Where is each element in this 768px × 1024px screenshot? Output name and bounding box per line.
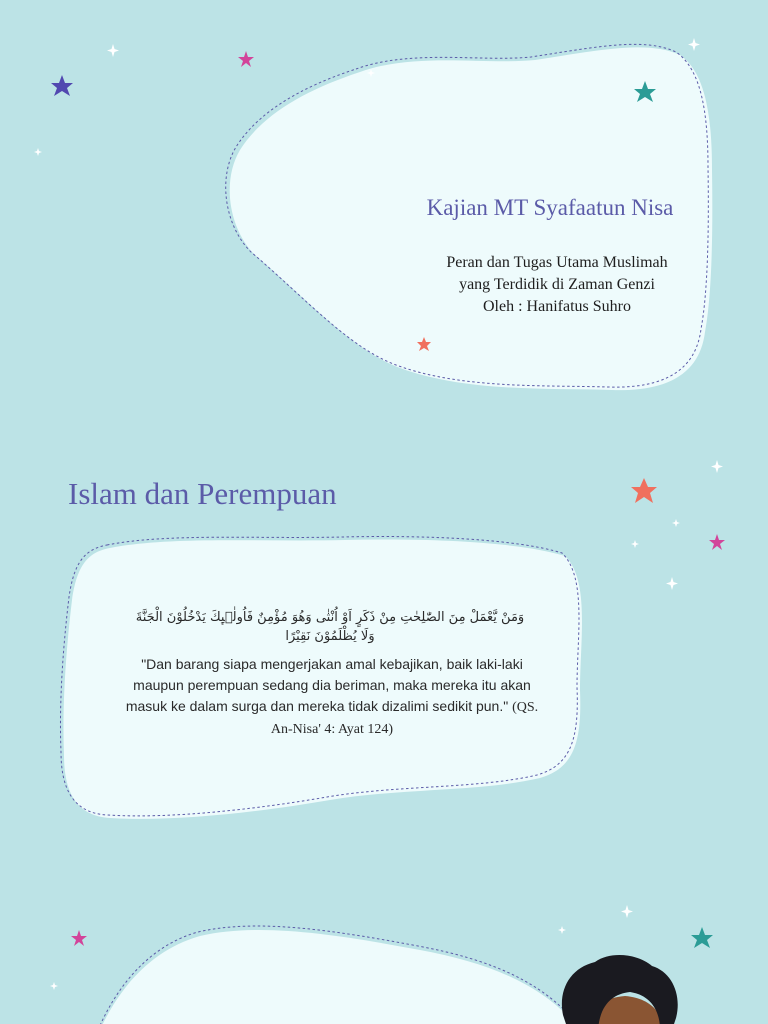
sparkle-icon (666, 577, 678, 590)
verse-translation (125, 654, 539, 740)
star-icon (71, 930, 87, 946)
sparkle-icon (34, 148, 42, 156)
sparkle-icon (688, 38, 700, 51)
sparkle-icon (558, 926, 566, 934)
translation-text: "Dan barang siapa mengerjakan amal kebajikan, baik laki-laki maupun perempuan sedang dia beriman, maka mereka itu akan masuk ke dalam surga dan mereka tidak dizalimi sedikit pun." (125, 656, 531, 714)
sparkle-icon (107, 44, 119, 57)
card-subtitle (400, 252, 714, 318)
star-icon (631, 478, 657, 503)
bottom-card-blob (100, 930, 580, 1024)
sparkle-icon (672, 519, 680, 527)
star-icon (691, 927, 713, 948)
sparkle-icon (621, 905, 633, 918)
sparkle-icon (631, 540, 639, 548)
verse-source: (QS. An-Nisa' 4: Ayat 124) (270, 700, 539, 737)
card-title: Kajian MT Syafaatun Nisa (426, 195, 674, 220)
character-illustration (562, 955, 678, 1024)
sparkle-icon (50, 982, 58, 990)
star-icon (238, 51, 254, 67)
star-icon (51, 75, 73, 96)
section-heading: Islam dan Perempuan (68, 476, 337, 511)
subtitle-line: Peran dan Tugas Utama Muslimah (446, 254, 668, 271)
star-icon (709, 534, 725, 550)
sparkle-icon (711, 460, 723, 473)
author-line: Oleh : Hanifatus Suhro (483, 298, 631, 315)
subtitle-line: yang Terdidik di Zaman Genzi (459, 276, 655, 293)
arabic-verse: وَمَنْ يَّعْمَلْ مِنَ الصّٰلِحٰتِ مِنْ ذَكَرٍ اَوْ اُنْثٰى وَهُوَ مُؤْمِنٌ فَاُولٰۤىِٕكَ يَدْخُلُوْنَ الْجَنَّةَ وَلَا يُظْلَمُوْنَ نَقِيْرًا (135, 610, 525, 644)
